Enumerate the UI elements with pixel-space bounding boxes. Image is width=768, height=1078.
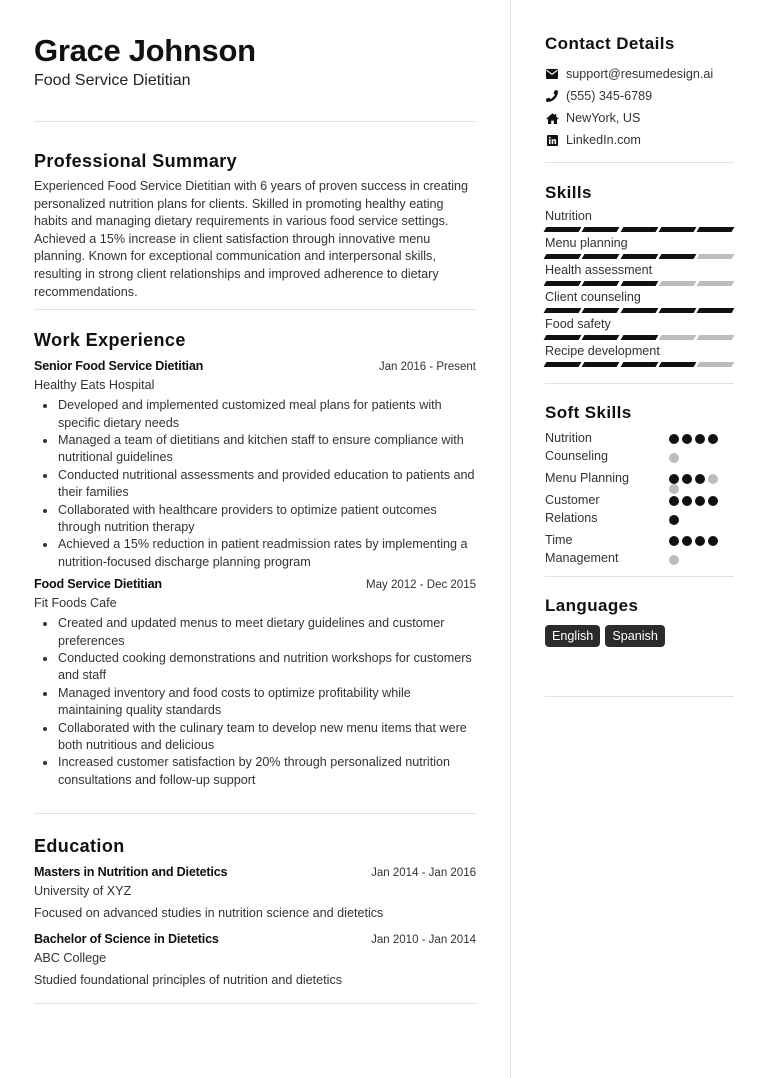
rating-segment bbox=[658, 362, 696, 367]
skill-label: Food safety bbox=[545, 317, 611, 331]
rating-segment bbox=[697, 335, 735, 340]
school: ABC College bbox=[34, 951, 107, 966]
contact-heading: Contact Details bbox=[545, 34, 675, 53]
rating-dot bbox=[669, 496, 679, 506]
rating-dot bbox=[695, 496, 705, 506]
envelope-icon bbox=[545, 67, 559, 81]
skill-item bbox=[545, 235, 734, 259]
job-bullet: Conducted cooking demonstrations and nutrition workshops for customers and staff bbox=[58, 650, 476, 685]
education-dates: Jan 2014 - Jan 2016 bbox=[371, 867, 476, 880]
contact-list bbox=[545, 63, 734, 151]
rating-dot bbox=[669, 474, 679, 484]
soft-skills-heading: Soft Skills bbox=[545, 403, 632, 422]
education-description: Studied foundational principles of nutrition and dietetics bbox=[34, 973, 343, 988]
rating-segment bbox=[544, 281, 582, 286]
rating-segment bbox=[658, 308, 696, 313]
rating-dot bbox=[708, 434, 718, 444]
soft-skill-label-line: Time bbox=[545, 533, 573, 547]
contact-email[interactable] bbox=[545, 63, 734, 85]
rating-dot bbox=[669, 434, 679, 444]
rating-segment bbox=[620, 335, 658, 340]
soft-skill-label bbox=[545, 532, 669, 567]
skill-item bbox=[545, 289, 734, 313]
skills-divider bbox=[545, 383, 734, 384]
rating-segment bbox=[697, 362, 735, 367]
rating-dot bbox=[669, 453, 679, 463]
rating-dot bbox=[708, 474, 718, 484]
skill-rating-bar bbox=[545, 254, 734, 259]
skill-label: Nutrition bbox=[545, 209, 592, 223]
rating-segment bbox=[544, 335, 582, 340]
rating-segment bbox=[544, 308, 582, 313]
soft-skill-rating-dots bbox=[669, 532, 725, 567]
job-bullet: Increased customer satisfaction by 20% through personalized nutrition consultations and follow-up support bbox=[58, 754, 476, 789]
job-role: Food Service Dietitian bbox=[34, 577, 162, 592]
main-column bbox=[34, 32, 476, 1004]
soft-skill-rating-dots bbox=[669, 430, 725, 465]
skills-heading: Skills bbox=[545, 183, 592, 202]
rating-segment bbox=[620, 227, 658, 232]
job-bullet: Collaborated with healthcare providers to optimize patient outcomes through nutrition therapy bbox=[58, 502, 476, 537]
rating-segment bbox=[697, 308, 735, 313]
soft-skill-label-line: Nutrition bbox=[545, 431, 592, 445]
candidate-name: Grace Johnson bbox=[34, 33, 256, 68]
rating-dot bbox=[682, 536, 692, 546]
job-bullets bbox=[34, 615, 476, 789]
skill-rating-bar bbox=[545, 335, 734, 340]
job-dates: Jan 2016 - Present bbox=[378, 361, 476, 374]
job-company: Fit Foods Cafe bbox=[34, 596, 117, 611]
rating-segment bbox=[620, 254, 658, 259]
rating-dot bbox=[669, 515, 679, 525]
soft-skill-label-line: Customer bbox=[545, 493, 600, 507]
rating-dot bbox=[682, 496, 692, 506]
sidebar bbox=[545, 32, 734, 697]
contact-location-text: NewYork, US bbox=[566, 111, 641, 125]
rating-dot bbox=[669, 555, 679, 565]
soft-skill-item bbox=[545, 492, 734, 527]
skill-label: Recipe development bbox=[545, 344, 660, 358]
job-bullet: Managed inventory and food costs to optimize profitability while maintaining quality standards bbox=[58, 685, 476, 720]
languages-divider bbox=[545, 696, 734, 697]
soft-skills-list bbox=[545, 430, 734, 567]
candidate-title: Food Service Dietitian bbox=[34, 72, 191, 89]
soft-skill-rating-dots bbox=[669, 470, 725, 487]
education-description: Focused on advanced studies in nutrition science and dietetics bbox=[34, 906, 384, 921]
soft-skill-rating-dots bbox=[669, 492, 725, 527]
contact-linkedin[interactable] bbox=[545, 129, 734, 151]
job-bullet: Achieved a 15% reduction in patient readmission rates by implementing a nutrition-focused discharge planning program bbox=[58, 536, 476, 571]
rating-dot bbox=[695, 536, 705, 546]
school: University of XYZ bbox=[34, 884, 132, 899]
rating-segment bbox=[658, 227, 696, 232]
education-heading: Education bbox=[34, 836, 125, 857]
education-entry bbox=[34, 930, 476, 989]
skill-item bbox=[545, 262, 734, 286]
skill-label: Menu planning bbox=[545, 236, 628, 250]
rating-dot bbox=[708, 536, 718, 546]
education-dates: Jan 2010 - Jan 2014 bbox=[371, 934, 476, 947]
rating-segment bbox=[658, 335, 696, 340]
job-entry bbox=[34, 575, 476, 789]
soft-skill-item bbox=[545, 430, 734, 465]
summary-heading: Professional Summary bbox=[34, 151, 238, 171]
skill-label: Client counseling bbox=[545, 290, 641, 304]
language-chip-spanish: Spanish bbox=[605, 625, 665, 647]
rating-segment bbox=[544, 227, 582, 232]
degree: Masters in Nutrition and Dietetics bbox=[34, 865, 228, 880]
job-dates: May 2012 - Dec 2015 bbox=[366, 579, 476, 592]
rating-dot bbox=[695, 474, 705, 484]
rating-segment bbox=[582, 227, 620, 232]
skill-rating-bar bbox=[545, 281, 734, 286]
rating-dot bbox=[682, 434, 692, 444]
skill-label: Health assessment bbox=[545, 263, 653, 277]
job-role: Senior Food Service Dietitian bbox=[34, 359, 204, 374]
job-bullets bbox=[34, 397, 476, 571]
rating-segment bbox=[697, 227, 735, 232]
rating-segment bbox=[697, 254, 735, 259]
soft-skill-item bbox=[545, 532, 734, 567]
contact-linkedin-text: LinkedIn.com bbox=[566, 133, 641, 147]
soft-skill-item bbox=[545, 470, 734, 487]
contact-phone-text: (555) 345-6789 bbox=[566, 89, 653, 103]
rating-dot bbox=[682, 474, 692, 484]
home-icon bbox=[545, 111, 559, 125]
phone-icon bbox=[545, 89, 559, 103]
contact-location bbox=[545, 107, 734, 129]
languages-heading: Languages bbox=[545, 596, 639, 615]
contact-divider bbox=[545, 162, 734, 163]
rating-segment bbox=[658, 254, 696, 259]
rating-segment bbox=[582, 362, 620, 367]
soft-skill-label bbox=[545, 492, 669, 527]
summary-divider bbox=[34, 309, 476, 310]
degree: Bachelor of Science in Dietetics bbox=[34, 932, 219, 947]
language-chip-english: English bbox=[545, 625, 600, 647]
rating-segment bbox=[582, 281, 620, 286]
job-bullet: Developed and implemented customized meal plans for patients with specific dietary needs bbox=[58, 397, 476, 432]
rating-segment bbox=[620, 362, 658, 367]
work-heading: Work Experience bbox=[34, 330, 186, 351]
header-divider bbox=[34, 121, 476, 122]
soft-skill-label bbox=[545, 470, 669, 487]
job-bullet: Conducted nutritional assessments and provided education to patients and their families bbox=[58, 467, 476, 502]
job-bullet: Managed a team of dietitians and kitchen staff to ensure compliance with nutritional guidelines bbox=[58, 432, 476, 467]
rating-segment bbox=[582, 254, 620, 259]
job-company: Healthy Eats Hospital bbox=[34, 378, 155, 393]
work-divider bbox=[34, 813, 476, 814]
rating-dot bbox=[695, 434, 705, 444]
linkedin-icon bbox=[545, 133, 559, 147]
rating-segment bbox=[582, 308, 620, 313]
contact-email-text: support@resumedesign.ai bbox=[566, 67, 714, 81]
rating-segment bbox=[620, 308, 658, 313]
skill-rating-bar bbox=[545, 227, 734, 232]
soft-skill-label-line: Counseling bbox=[545, 448, 609, 463]
education-divider bbox=[34, 1003, 476, 1004]
education-entry bbox=[34, 863, 476, 922]
skill-rating-bar bbox=[545, 308, 734, 313]
rating-segment bbox=[658, 281, 696, 286]
skill-item bbox=[545, 343, 734, 367]
rating-segment bbox=[620, 281, 658, 286]
job-bullet: Created and updated menus to meet dietary guidelines and customer preferences bbox=[58, 615, 476, 650]
rating-dot bbox=[708, 496, 718, 506]
soft-skill-label-line: Menu Planning bbox=[545, 471, 630, 485]
skills-list bbox=[545, 208, 734, 367]
job-entry bbox=[34, 357, 476, 571]
summary-text: Experienced Food Service Dietitian with 6 years of proven success in creating personalized nutrition plans for clients. Skilled in promoting healthy eating habits and managing dietary requirements in various food service settings. Achieved a 15% increase in client satisfaction through innovative menu planning. Known for exceptional communication and interpersonal skills, resulting in strong client relationships and improved adherence to dietary recommendations. bbox=[34, 179, 468, 299]
rating-segment bbox=[697, 281, 735, 286]
rating-segment bbox=[544, 362, 582, 367]
rating-segment bbox=[582, 335, 620, 340]
column-divider bbox=[510, 0, 511, 1078]
languages-list bbox=[545, 625, 734, 647]
soft-skill-label-line: Management bbox=[545, 550, 619, 565]
contact-phone[interactable] bbox=[545, 85, 734, 107]
skill-rating-bar bbox=[545, 362, 734, 367]
skill-item bbox=[545, 316, 734, 340]
soft-skills-divider bbox=[545, 576, 734, 577]
job-bullet: Collaborated with the culinary team to develop new menu items that were both nutritious and delicious bbox=[58, 720, 476, 755]
skill-item bbox=[545, 208, 734, 232]
soft-skill-label bbox=[545, 430, 669, 465]
rating-segment bbox=[544, 254, 582, 259]
rating-dot bbox=[669, 536, 679, 546]
soft-skill-label-line: Relations bbox=[545, 510, 598, 525]
